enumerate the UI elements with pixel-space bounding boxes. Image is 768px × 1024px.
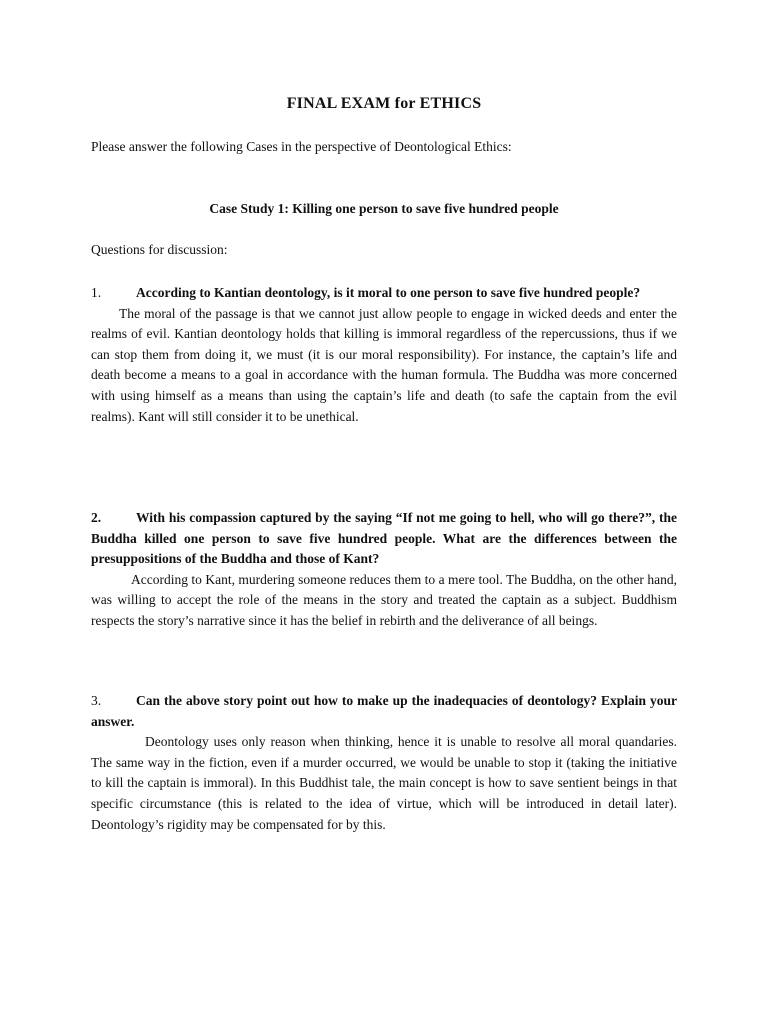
question-text: According to Kantian deontology, is it moral to one person to save five hundred people? (136, 285, 641, 300)
question-heading (91, 508, 677, 570)
question-text: Can the above story point out how to make up the inadequacies of deontology? Explain your answer. (91, 693, 677, 729)
document-title: FINAL EXAM for ETHICS (286, 95, 482, 112)
question-number: 1. (91, 285, 102, 300)
questions-label: Questions for discussion: (91, 242, 228, 257)
instructions-text: Please answer the following Cases in the perspective of Deontological Ethics: (91, 139, 512, 154)
question-heading (91, 691, 677, 732)
question-number: 3. (91, 693, 102, 708)
question-number: 2. (91, 510, 102, 525)
question-heading (91, 283, 677, 304)
question-block-2 (91, 508, 677, 632)
case-study-title: Case Study 1: Killing one person to save five hundred people (209, 201, 559, 216)
answer-text: The moral of the passage is that we cannot just allow people to engage in wicked deeds and enter the realms of evil. Kantian deontology holds that killing is immoral regardless of the repercussions, thus if we can stop them from doing it, we must (it is our moral responsibility). For instance, the captain’s life and death become a means to a goal in accordance with the human formula. The Buddha was more concerned with using himself as a means than using the captain’s life and death (to safe the captain from the evil realms). Kant will still consider it to be unethical. (91, 305, 677, 424)
answer-text: Deontology uses only reason when thinking, hence it is unable to resolve all moral quandaries. The same way in the fiction, even if a murder occurred, we would be unable to stop it (taking the initiative to kill the captain is immoral). In this Buddhist tale, the main concept is how to save sentient beings in that specific circumstance (this is related to the idea of virtue, which will be introduced in detail later). Deontology’s rigidity may be compensated for by this. (91, 734, 677, 832)
question-block-1 (91, 283, 677, 427)
question-text: With his compassion captured by the saying “If not me going to hell, who will go there?”, the Buddha killed one person to save five hundred people. What are the differences between the presuppositions of the Buddha and those of Kant? (91, 510, 677, 567)
question-block-3 (91, 691, 677, 835)
answer-text: According to Kant, murdering someone reduces them to a mere tool. The Buddha, on the other hand, was willing to accept the role of the means in the story and treated the captain as a subject. Buddhism respects the story’s narrative since it has the belief in rebirth and the deliverance of all beings. (91, 571, 677, 628)
